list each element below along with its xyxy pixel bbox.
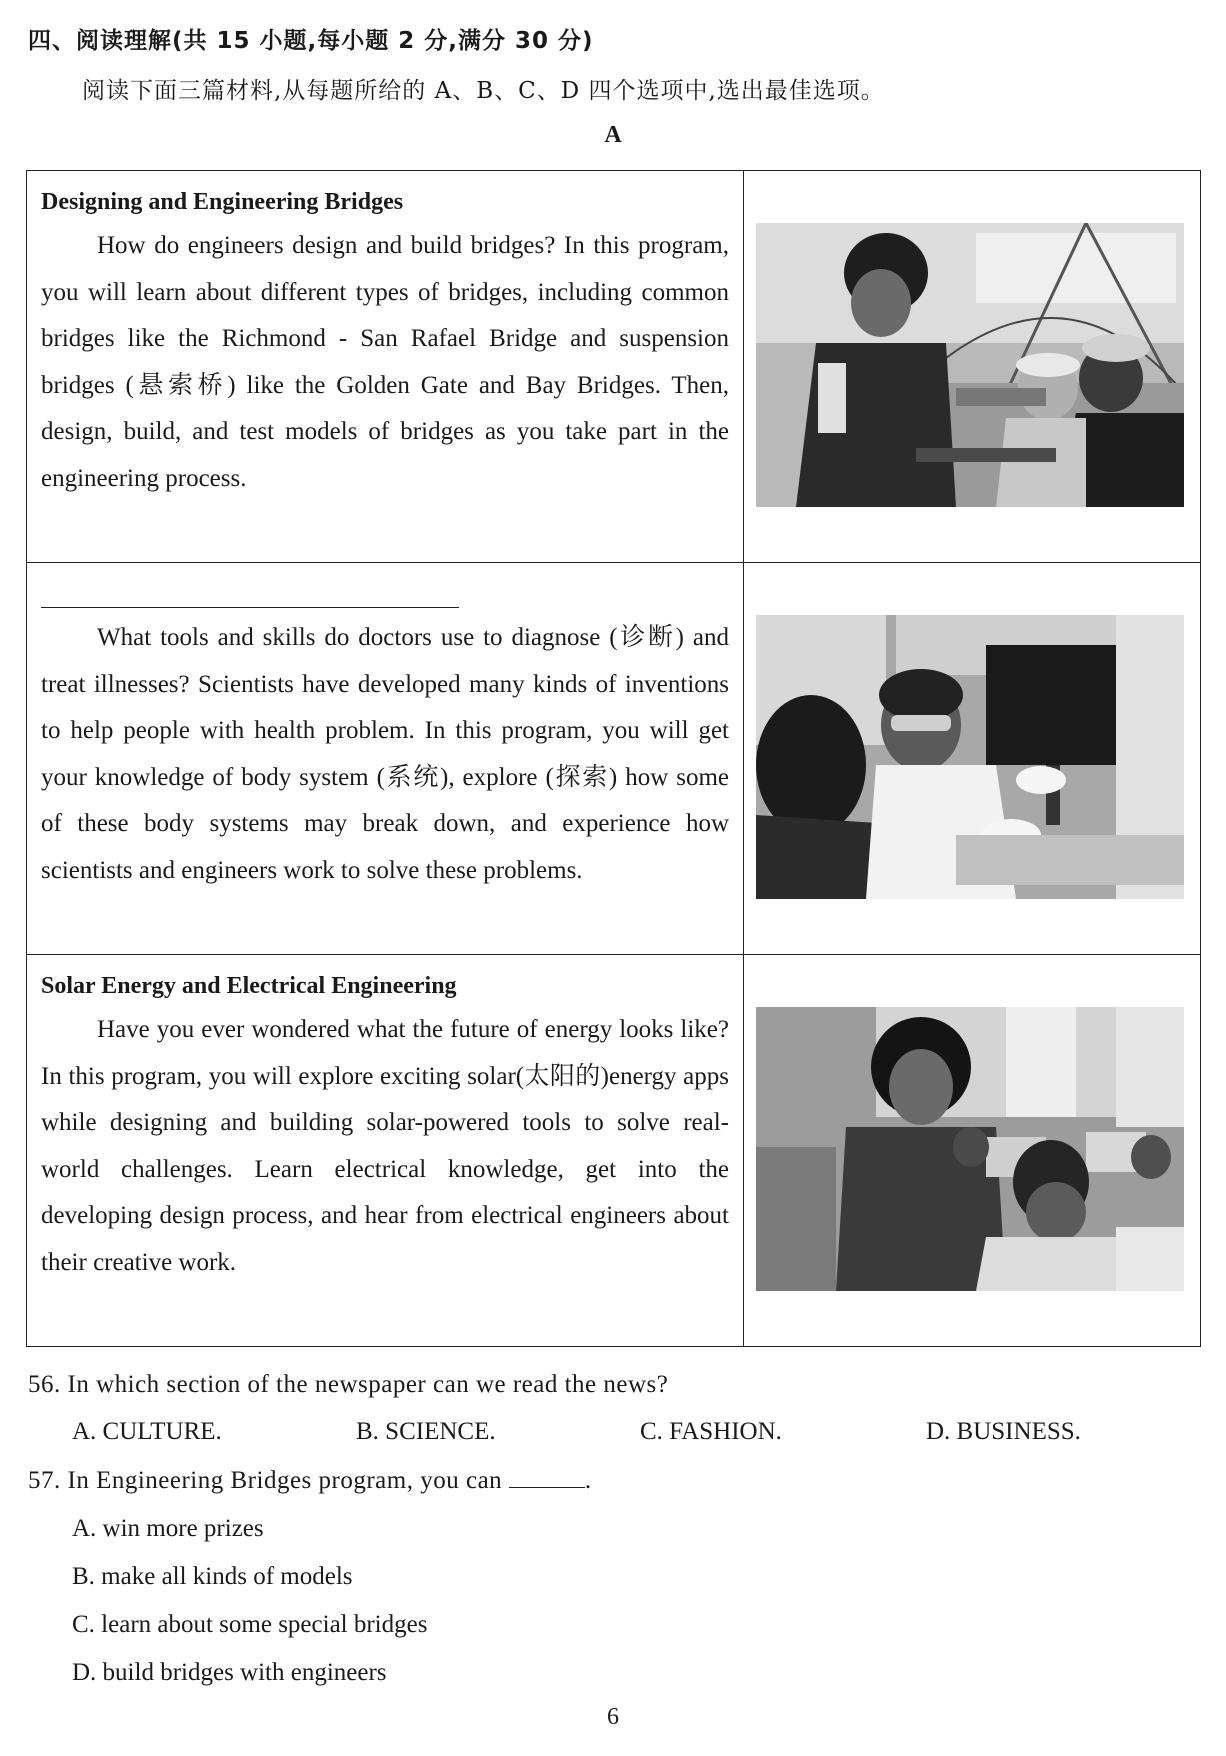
page-number: 6 xyxy=(607,1704,619,1730)
section-title: 四、阅读理解(共 15 小题,每小题 2 分,满分 30 分) xyxy=(28,28,594,54)
program-row-solar xyxy=(27,955,1201,1347)
passage-label: A xyxy=(604,122,622,148)
program-image-cell xyxy=(744,171,1201,563)
question-57-stem xyxy=(28,1467,592,1495)
question-57-option-b: B. make all kinds of models xyxy=(72,1563,353,1590)
program-title: Solar Energy and Electrical Engineering xyxy=(41,973,457,999)
program-title: Designing and Engineering Bridges xyxy=(41,189,404,215)
solar-classroom-photo xyxy=(756,1007,1184,1291)
program-body: How do engineers design and build bridges? In this program, you will learn about different types of bridges, including common bridges like the Richmond - San Rafael Bridge and suspension bridges (悬索桥) like the Golden Gate and Bay Bridges. Then, design, build, and test models of bridges as you take part in the engineering process. xyxy=(41,232,729,492)
question-57-stem-text: 57. In Engineering Bridges program, you can xyxy=(28,1467,503,1494)
program-body: What tools and skills do doctors use to diagnose (诊断) and treat illnesses? Scientists have developed many kinds of inventions to help people with health problem. In this program, you will get your knowledge of body system (系统), explore (探索) how some of these body systems may break down, and experience how scientists and engineers work to solve these problems. xyxy=(41,624,729,884)
title-blank-line xyxy=(41,607,459,608)
question-56-stem: 56. In which section of the newspaper can we read the news? xyxy=(28,1371,669,1398)
program-body: Have you ever wondered what the future of energy looks like? In this program, you will explore exciting solar(太阳的)energy apps while designing and building solar-powered tools to solve real-world challenges. Learn electrical knowledge, get into the developing design process, and hear from electrical engineers about their creative work. xyxy=(41,1016,729,1276)
question-56-option-a: A. CULTURE. xyxy=(72,1418,222,1445)
program-image-cell xyxy=(744,563,1201,955)
program-text-cell xyxy=(27,171,744,563)
program-row-health xyxy=(27,563,1201,955)
programs-table xyxy=(26,170,1201,1347)
program-text-cell xyxy=(27,955,744,1347)
question-57-stem-end: . xyxy=(584,1467,592,1494)
question-56-option-c: C. FASHION. xyxy=(640,1418,782,1445)
program-row-bridges xyxy=(27,171,1201,563)
question-56-option-d: D. BUSINESS. xyxy=(926,1418,1081,1445)
instruction: 阅读下面三篇材料,从每题所给的 A、B、C、D 四个选项中,选出最佳选项。 xyxy=(82,78,885,104)
question-57-option-c: C. learn about some special bridges xyxy=(72,1611,428,1638)
program-text-cell xyxy=(27,563,744,955)
answer-blank xyxy=(509,1467,585,1488)
title-blank xyxy=(41,577,729,611)
question-56-option-b: B. SCIENCE. xyxy=(356,1418,496,1445)
question-57-option-d: D. build bridges with engineers xyxy=(72,1659,387,1686)
program-image-cell xyxy=(744,955,1201,1347)
bridge-workshop-photo xyxy=(756,223,1184,507)
health-lab-photo xyxy=(756,615,1184,899)
question-57-option-a: A. win more prizes xyxy=(72,1515,264,1542)
